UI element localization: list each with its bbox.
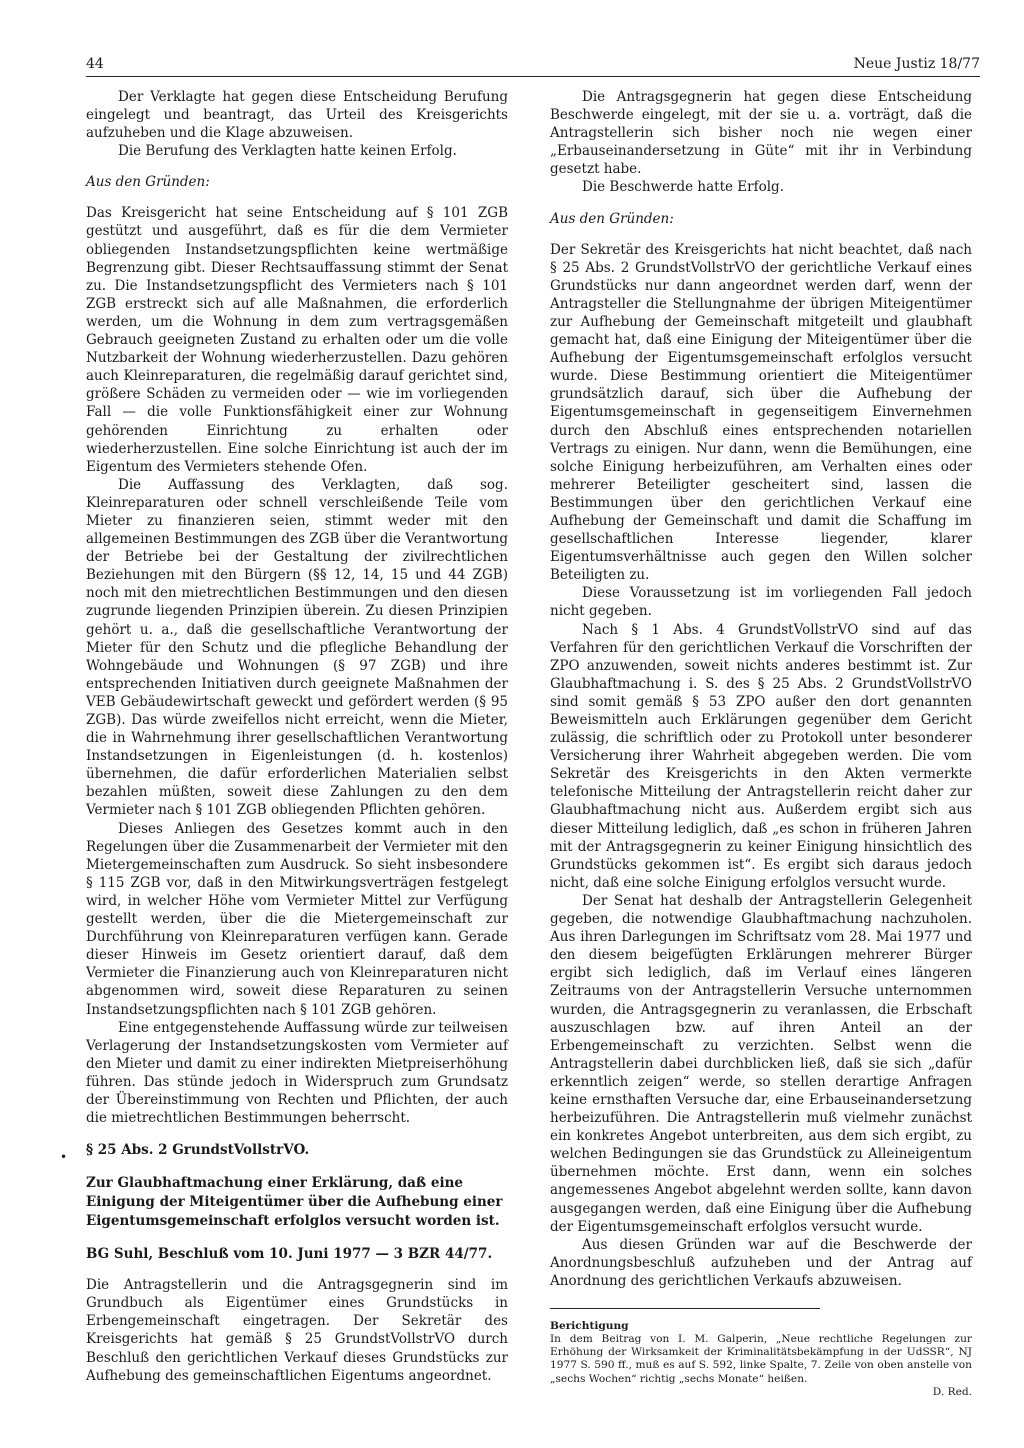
correction-text: In dem Beitrag von I. M. Galperin, „Neue rechtliche Regelungen zur Erhöhung der Wirksamkeit der Kriminalitätsbekämpfung in der UdSSR“, NJ 1977 S. 590 ff., muß es auf S. 592, linke Spalte, 7. Zeile von oben anstelle von „sechs Wochen“ richtig „sechs Monate“ heißen. — [550, 1333, 972, 1385]
section-subheading: Aus den Gründen: — [86, 174, 210, 191]
paragraph: Diese Voraussetzung ist im vorliegenden Fall jedoch nicht gegeben. — [550, 585, 972, 620]
paragraph: Die Beschwerde hatte Erfolg. — [582, 179, 784, 196]
paragraph: Nach § 1 Abs. 4 GrundstVollstrVO sind auf das Verfahren für den gerichtlichen Verkauf die Vorschriften der ZPO anzuwenden, soweit nichts anderes bestimmt ist. Zur Glaubhaftmachung i. S. des § 25 Abs. 2 GrundstVollstrVO sind somit gemäß § 53 ZPO außer den dort genannten Beweismitteln auch Erklärungen gegenüber dem Gericht zulässig, die schriftlich oder zu Protokoll unter besonderer Versicherung ihrer Wahrheit abgegeben werden. Die vom Sekretär des Kreisgerichts in den Akten vermerkte telefonische Mitteilung der Antragstellerin reicht daher zur Glaubhaftmachung nicht aus. Außerdem ergibt sich aus dieser Mitteilung lediglich, daß „es schon in früheren Jahren mit der Antragsgegnerin zu keiner Einigung hinsichtlich des Grundstücks gekommen ist“. Es ergibt sich daraus jedoch nicht, daß eine solche Einigung erfolglos versucht wurde. — [550, 621, 972, 891]
correction-title: Berichtigung — [550, 1320, 629, 1332]
margin-bullet: • — [60, 1150, 68, 1164]
paragraph: Die Antragstellerin und die Antragsgegnerin sind im Grundbuch als Eigentümer eines Grundstücks in Erbengemeinschaft eingetragen. Der Sekretär des Kreisgerichts hat gemäß § 25 GrundstVollstrVO durch Beschluß den gerichtlichen Verkauf dieses Grundstücks zur Aufhebung des gemeinschaftlichen Eigentums angeordnet. — [86, 1277, 508, 1384]
paragraph: Der Verklagte hat gegen diese Entscheidung Berufung eingelegt und beantragt, das Urteil des Kreisgerichts aufzuheben und die Klage abzuweisen. — [86, 89, 508, 142]
left-column — [86, 88, 508, 1385]
paragraph: Die Auffassung des Verklagten, daß sog. Kleinreparaturen oder schnell verschleißende Teile vom Mieter zu finanzieren seien, stimmt weder mit den allgemeinen Bestimmungen des ZGB über die Verantwortung der Betriebe bei der Gestaltung der zivilrechtlichen Beziehungen mit den Bürgern (§§ 12, 14, 15 und 44 ZGB) noch mit den mietrechtlichen Bestimmungen und den diesen zugrunde liegenden Prinzipien überein. Zu diesen Prinzipien gehört u. a., daß die gesellschaftliche Verantwortung der Mieter für den Schutz und die pflegliche Behandlung der Wohngebäude und Wohnungen (§ 97 ZGB) und ihre entsprechenden Initiativen durch geeignete Maßnahmen der VEB Gebäudewirtschaft geweckt und gefördert werden (§ 95 ZGB). Das würde zweifellos nicht erreicht, wenn die Mieter, die in Wahrnehmung ihrer gesellschaftlichen Verantwortung Instandsetzungen in Eigenleistungen (d. h. kostenlos) übernehmen, die dafür erforderlichen Materialien selbst bezahlen müßten, soweit diese Zahlungen zu den dem Vermieter nach § 101 ZGB obliegenden Pflichten gehören. — [86, 476, 508, 819]
paragraph: Dieses Anliegen des Gesetzes kommt auch in den Regelungen über die Zusammenarbeit der Vermieter mit den Mietergemeinschaften zum Ausdruck. So sieht insbesondere § 115 ZGB vor, daß in den Mitwirkungsverträgen festgelegt wird, in welcher Höhe vom Vermieter Mittel zur Verfügung gestellt werden, über die die Mietergemeinschaft zur Durchführung von Kleinreparaturen verfügen kann. Gerade dieser Hinweis im Gesetz orientiert darauf, daß dem Vermieter die Finanzierung auch von Kleinreparaturen nicht abgenommen wird, soweit diese Reparaturen zu seinen Instandsetzungspflichten nach § 101 ZGB gehören. — [86, 820, 508, 1018]
paragraph: Eine entgegenstehende Auffassung würde zur teilweisen Verlagerung der Instandsetzungskosten vom Vermieter auf den Mieter und damit zu einer indirekten Mietpreiserhöhung führen. Das stünde jedoch in Widerspruch zum Grundsatz der Übereinstimmung von Rechten und Pflichten, der auch die mietrechtlichen Bestimmungen beherrscht. — [86, 1019, 508, 1127]
page-number: 44 — [86, 56, 104, 72]
paragraph: Die Antragsgegnerin hat gegen diese Entscheidung Beschwerde eingelegt, mit der sie u. a. vorträgt, daß die Antragstellerin sich bisher noch nie wegen einer „Erbauseinandersetzung in Güte“ mit ihr in Verbindung gesetzt habe. — [550, 89, 972, 178]
paragraph: Die Berufung des Verklagten hatte keinen Erfolg. — [118, 143, 457, 160]
page-header — [86, 56, 980, 78]
correction-rule — [550, 1308, 820, 1309]
right-column — [550, 88, 972, 1399]
case-norm-heading: § 25 Abs. 2 GrundstVollstrVO. — [86, 1142, 310, 1159]
paragraph: Das Kreisgericht hat seine Entscheidung auf § 101 ZGB gestützt und ausgeführt, daß es für die dem Vermieter obliegenden Instandsetzungspflichten keine wertmäßige Begrenzung gibt. Dieser Rechtsauffassung stimmt der Senat zu. Die Instandsetzungspflicht des Vermieters nach § 101 ZGB erstreckt sich auf alle Maßnahmen, die erforderlich werden, um die Wohnung in dem zum vertragsgemäßen Gebrauch geeigneten Zustand zu erhalten oder um die volle Nutzbarkeit der Wohnung wiederherzustellen. Dazu gehören auch Kleinreparaturen, die regelmäßig darauf gerichtet sind, größere Schäden zu vermeiden oder — wie im vorliegenden Fall — die volle Funktionsfähigkeit einer zur Wohnung gehörenden Einrichtung zu erhalten oder wiederherzustellen. Eine solche Einrichtung ist auch der im Eigentum des Vermieters stehende Ofen. — [86, 205, 508, 475]
section-subheading: Aus den Gründen: — [550, 210, 674, 227]
case-citation: BG Suhl, Beschluß vom 10. Juni 1977 — 3 BZR 44/77. — [86, 1246, 493, 1263]
paragraph: Der Senat hat deshalb der Antragstellerin Gelegenheit gegeben, die notwendige Glaubhaftmachung nachzuholen. Aus ihren Darlegungen im Schriftsatz vom 28. Mai 1977 und den diesem beigefügten Erklärungen mehrerer Bürger ergibt sich lediglich, daß im Verlauf eines längeren Zeitraums von der Antragstellerin Versuche unternommen wurden, die Antragsgegnerin zu veranlassen, die Erbschaft auszuschlagen bzw. auf ihren Anteil an der Erbengemeinschaft zu verzichten. Selbst wenn die Antragstellerin dabei durchblicken ließ, daß sie sich „dafür erkenntlich zeigen“ werde, so stellen derartige Anfragen keine ernsthaften Versuche dar, eine Erbauseinandersetzung herbeizuführen. Die Antragstellerin muß vielmehr zunächst ein konkretes Angebot unterbreiten, aus dem sich ergibt, zu welchen Bedingungen sie das Grundstück zu Alleineigentum übernehmen möchte. Erst dann, wenn ein solches angemessenes Angebot abgelehnt werden sollte, kann davon ausgegangen werden, daß eine Einigung über die Aufhebung der Eigentumsgemeinschaft erfolglos versucht wurde. — [550, 892, 972, 1235]
case-headnote: Zur Glaubhaftmachung einer Erklärung, daß eine Einigung der Miteigentümer über die Aufhebung einer Eigentumsgemeinschaft erfolglos versucht worden ist. — [86, 1175, 503, 1230]
journal-issue: Neue Justiz 18/77 — [853, 56, 980, 72]
correction-signature: D. Red. — [932, 1385, 972, 1398]
paragraph: Aus diesen Gründen war auf die Beschwerde der Anordnungsbeschluß aufzuheben und der Antrag auf Anordnung des gerichtlichen Verkaufs abzuweisen. — [550, 1236, 972, 1289]
header-rule — [86, 76, 980, 77]
paragraph: Der Sekretär des Kreisgerichts hat nicht beachtet, daß nach § 25 Abs. 2 GrundstVollstrVO der gerichtliche Verkauf eines Grundstücks nur dann angeordnet werden darf, wenn der Antragsteller die Stellungnahme der übrigen Miteigentümer zur Aufhebung der Gemeinschaft mitgeteilt und glaubhaft gemacht hat, daß eine Einigung der Miteigentümer über die Aufhebung der Eigentumsgemeinschaft erfolglos versucht wurde. Diese Bestimmung orientiert die Miteigentümer grundsätzlich darauf, sich über die Aufhebung der Eigentumsgemeinschaft in gegenseitigem Einvernehmen durch den Abschluß eines entsprechenden notariellen Vertrags zu einigen. Nur dann, wenn die Bemühungen, eine solche Einigung herbeizuführen, am Verhalten eines oder mehrerer Beteiligter gescheitert sind, lassen die Bestimmungen über den gerichtlichen Verkauf eine Aufhebung der Gemeinschaft und damit die Schaffung im gesellschaftlichen Interesse liegender, klarer Eigentumsverhältnisse auch gegen den Willen solcher Beteiligten zu. — [550, 241, 972, 584]
